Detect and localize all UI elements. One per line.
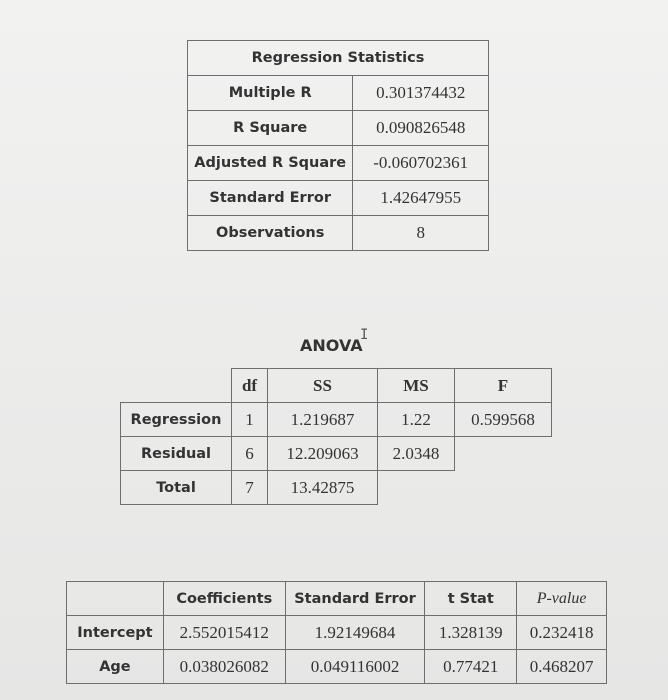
stat-label: Observations bbox=[188, 216, 353, 251]
column-header-t-stat: t Stat bbox=[425, 582, 517, 616]
regression-statistics-title: Regression Statistics bbox=[188, 41, 489, 76]
cell-ss: 13.42875 bbox=[268, 471, 378, 505]
column-header-p-value: P-value bbox=[517, 582, 607, 616]
stat-label: Standard Error bbox=[188, 181, 353, 216]
stat-label: Multiple R bbox=[188, 76, 353, 111]
column-header-f: F bbox=[455, 369, 552, 403]
cell-standard-error: 1.92149684 bbox=[285, 616, 425, 650]
table-row bbox=[188, 181, 489, 216]
stat-label: Adjusted R Square bbox=[188, 146, 353, 181]
table-row bbox=[188, 76, 489, 111]
anova-title: ANOVA bbox=[300, 336, 363, 355]
cell-ms: 2.0348 bbox=[378, 437, 455, 471]
regression-statistics-table bbox=[187, 40, 489, 251]
stat-label: R Square bbox=[188, 111, 353, 146]
stat-value: -0.060702361 bbox=[353, 146, 489, 181]
table-row bbox=[121, 403, 552, 437]
table-row bbox=[121, 437, 552, 471]
stat-value: 1.42647955 bbox=[353, 181, 489, 216]
table-header-row bbox=[67, 582, 607, 616]
stat-value: 8 bbox=[353, 216, 489, 251]
cell-t-stat: 0.77421 bbox=[425, 650, 517, 684]
coefficients-table bbox=[66, 581, 607, 684]
table-row bbox=[67, 616, 607, 650]
cell-p-value: 0.468207 bbox=[517, 650, 607, 684]
cell-df: 1 bbox=[232, 403, 268, 437]
anova-table bbox=[120, 368, 552, 505]
table-row bbox=[188, 216, 489, 251]
table-header-row bbox=[121, 369, 552, 403]
cell-p-value: 0.232418 bbox=[517, 616, 607, 650]
table-row bbox=[188, 111, 489, 146]
row-label-residual: Residual bbox=[121, 437, 232, 471]
table-row bbox=[188, 146, 489, 181]
cell-df: 7 bbox=[232, 471, 268, 505]
column-header-ss: SS bbox=[268, 369, 378, 403]
table-row bbox=[121, 471, 552, 505]
cell-coefficient: 0.038026082 bbox=[163, 650, 285, 684]
table-row bbox=[67, 650, 607, 684]
cell-df: 6 bbox=[232, 437, 268, 471]
stat-value: 0.090826548 bbox=[353, 111, 489, 146]
cell-coefficient: 2.552015412 bbox=[163, 616, 285, 650]
cell-ss: 12.209063 bbox=[268, 437, 378, 471]
column-header-ms: MS bbox=[378, 369, 455, 403]
cell-t-stat: 1.328139 bbox=[425, 616, 517, 650]
cell-standard-error: 0.049116002 bbox=[285, 650, 425, 684]
row-label-total: Total bbox=[121, 471, 232, 505]
row-label-age: Age bbox=[67, 650, 164, 684]
row-label-regression: Regression bbox=[121, 403, 232, 437]
row-label-intercept: Intercept bbox=[67, 616, 164, 650]
text-cursor-icon: Ι bbox=[360, 327, 369, 343]
column-header-coefficients: Coefficients bbox=[163, 582, 285, 616]
cell-ms: 1.22 bbox=[378, 403, 455, 437]
stat-value: 0.301374432 bbox=[353, 76, 489, 111]
column-header-standard-error: Standard Error bbox=[285, 582, 425, 616]
column-header-df: df bbox=[232, 369, 268, 403]
cell-ss: 1.219687 bbox=[268, 403, 378, 437]
cell-f: 0.599568 bbox=[455, 403, 552, 437]
